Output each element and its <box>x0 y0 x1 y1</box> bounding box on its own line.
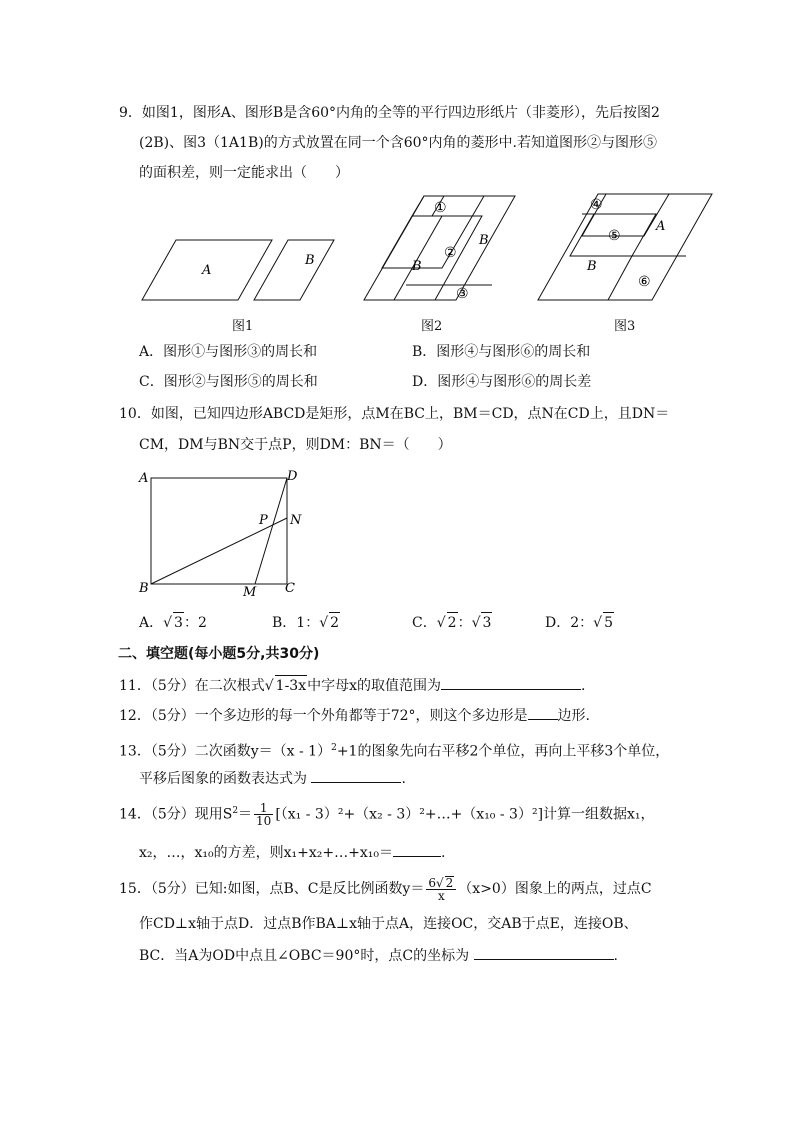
q10-option-b[interactable]: B．1：√ 2 <box>272 612 340 633</box>
q10-label-b: B <box>139 581 149 596</box>
fig2-circ-1: ① <box>434 200 447 216</box>
q10-figure <box>135 466 310 602</box>
q12-answer-blank[interactable] <box>528 705 558 720</box>
q12-line: 12．（5分）一个多边形的每一个外角都等于72°，则这个多边形是 边形. <box>119 705 590 726</box>
q9-figure-1 <box>138 232 338 307</box>
q10-label-m: M <box>243 585 257 600</box>
q15-line-3: BC．当A为OD中点且∠OBC＝90°时，点C的坐标为 . <box>139 945 618 966</box>
q9-caption-3: 图3 <box>614 319 636 334</box>
q11-line: 11．（5分）在二次根式√ 1-3x中字母x的取值范围为 . <box>119 675 585 696</box>
fig3-circ-5: ⑤ <box>608 228 621 244</box>
fig1-label-a: A <box>202 263 212 278</box>
fig3-label-b: B <box>587 259 597 274</box>
section-2-heading: 二、填空题(每小题5分,共30分) <box>118 646 320 662</box>
fig2-label-b2: B <box>412 259 422 274</box>
q10-label-p: P <box>259 513 268 528</box>
q9-option-d[interactable]: D．图形④与图形⑥的周长差 <box>412 374 592 390</box>
q15-line-2: 作CD⊥x轴于点D．过点B作BA⊥x轴于点A，连接OC，交AB于点E，连接OB、 <box>139 916 638 932</box>
q10-option-d[interactable]: D．2：√ 5 <box>545 612 614 633</box>
q9-figure-3 <box>536 190 716 308</box>
q9-figure-2 <box>360 190 520 308</box>
q9-option-b[interactable]: B．图形④与图形⑥的周长和 <box>412 344 591 360</box>
q14-answer-blank[interactable] <box>393 842 441 857</box>
q9-option-c[interactable]: C．图形②与图形⑤的周长和 <box>139 374 318 390</box>
fig2-circ-3: ③ <box>456 286 469 302</box>
q10-label-n: N <box>290 513 302 528</box>
q9-line-3: 的面积差，则一定能求出（ ） <box>139 165 349 181</box>
q15-answer-blank[interactable] <box>474 945 614 960</box>
q9-caption-1: 图1 <box>232 319 254 334</box>
q10-label-d: D <box>287 469 298 484</box>
q11-answer-blank[interactable] <box>441 675 581 690</box>
fig1-label-b: B <box>305 253 315 268</box>
fig3-label-a: A <box>656 219 666 234</box>
q13-line-2: 平移后图象的函数表达式为 . <box>139 768 406 789</box>
q9-option-a[interactable]: A．图形①与图形③的周长和 <box>139 344 318 360</box>
fig2-circ-2: ② <box>444 245 457 261</box>
q9-line-2: (2B)、图3（1A1B)的方式放置在同一个含60°内角的菱形中.若知道图形②与图形⑤ <box>139 135 657 151</box>
q14-line-1: 14．（5分）现用$S^2=$ $\frac{1}{10}$ [（x₁ - 3）²+（x₂ - 3）²+…+（x₁₀ - 3）²]计算一组数据x₁， <box>119 801 655 829</box>
fig3-circ-4: ④ <box>590 197 603 213</box>
q15-fraction: $\frac{6√ 2}{x}$ <box>426 876 456 902</box>
q15-line-1: 15．（5分）已知:如图，点B、C是反比例函数y＝ $\frac{6√ 2}{x}$ （x>0）图象上的两点，过点C <box>119 876 652 903</box>
q14-line-2: x₂，…，x₁₀的方差，则x₁+x₂+…+x₁₀＝ . <box>139 842 445 863</box>
q10-option-a[interactable]: A．√ 3：2 <box>139 612 207 633</box>
fig3-circ-6: ⑥ <box>638 274 651 290</box>
q10-line-1: 10．如图，已知四边形ABCD是矩形，点M在BC上，BM＝CD，点N在CD上，且DN＝ <box>119 406 670 422</box>
q13-line-1: 13．（5分）二次函数y＝（x - 1）$^2$+1的图象先向右平移2个单位，再向上平移3个单位， <box>119 743 670 760</box>
q10-line-2: CM，DM与BN交于点P，则DM：BN＝（ ） <box>139 437 452 453</box>
q10-label-a: A <box>139 471 149 486</box>
q13-answer-blank[interactable] <box>311 768 401 783</box>
fig2-label-b1: B <box>479 233 489 248</box>
q10-label-c: C <box>285 581 295 596</box>
q9-line-1: 9．如图1，图形A、图形B是含60°内角的全等的平行四边形纸片（非菱形），先后按图2 <box>119 105 660 121</box>
q10-option-c[interactable]: C．√ 2：√ 3 <box>412 612 492 633</box>
q9-caption-2: 图2 <box>421 319 443 334</box>
q14-fraction: $\frac{1}{10}$ <box>256 801 272 829</box>
